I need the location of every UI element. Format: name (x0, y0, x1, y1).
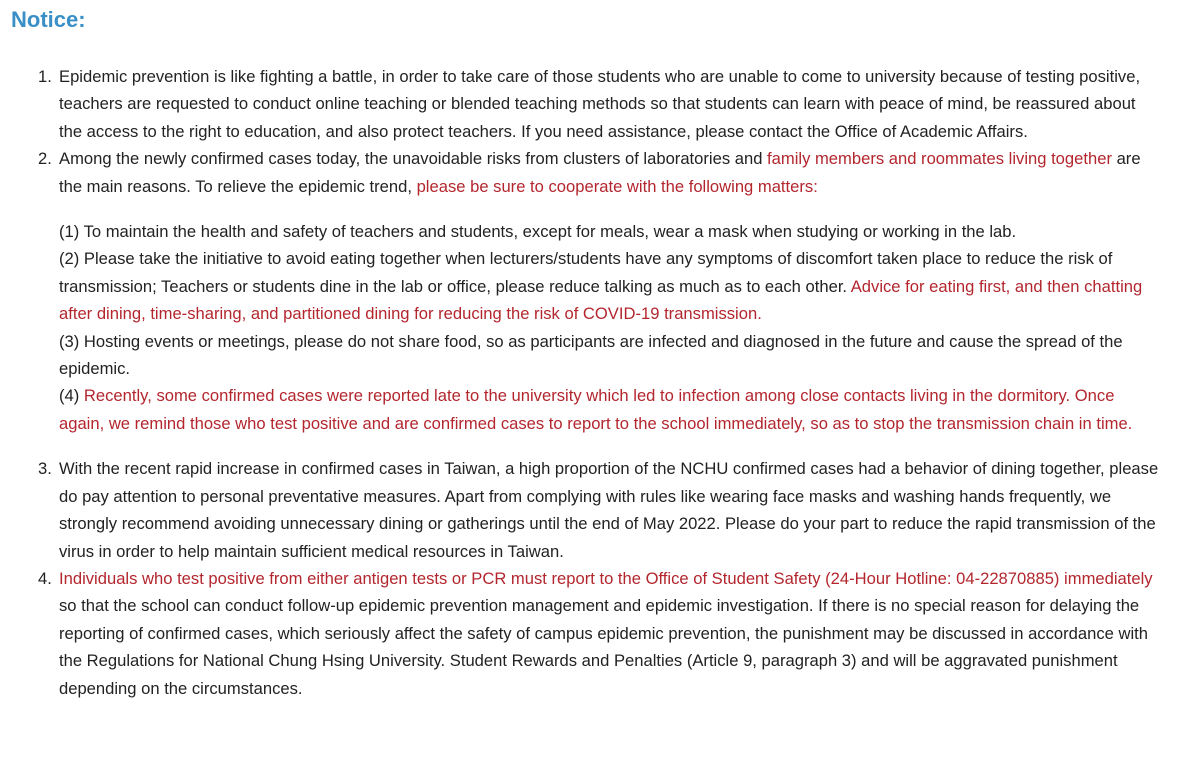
highlight-segment: family members and roommates living together (767, 149, 1112, 169)
text-segment: With the recent rapid increase in confirmed cases in Taiwan, a high proportion of the NCHU confirmed cases had a behavior of dining together, please do pay attention to personal preventative measures. Apart from complying with rules like wearing face masks and washing hands frequently, we strongly recommend avoiding unnecessary dining or gatherings until the end of May 2022. Please do your part to reduce the rapid transmission of the virus in order to help maintain sufficient medical resources in Taiwan. (59, 459, 1159, 561)
item-text (59, 459, 1158, 560)
item-text (59, 149, 1141, 195)
text-segment: (2) Please take the initiative to avoid eating together when lecturers/students have any symptoms of discomfort taken place to reduce the risk of transmission; Teachers or students dine in the lab or office, please reduce talking as much as to each other. (59, 249, 1113, 296)
item-number: 4. (38, 568, 52, 588)
item-number: 3. (38, 459, 52, 479)
sub-item-list (59, 218, 1162, 437)
notice-item-1 (0, 63, 1162, 145)
sub-item-4 (59, 382, 1162, 437)
sub-item-1 (59, 218, 1162, 245)
notice-item-2 (0, 145, 1162, 437)
notice-list (0, 63, 1162, 702)
text-segment: (3) Hosting events or meetings, please do not share food, so as participants are infected and diagnosed in the future and cause the spread of the epidemic. (59, 331, 1123, 379)
text-segment: Among the newly confirmed cases today, the unavoidable risks from clusters of laboratories and (59, 149, 768, 169)
item-number: 1. (38, 67, 52, 86)
text-segment: (1) To maintain the health and safety of teachers and students, except for meals, wear a mask when studying or working in the lab. (59, 222, 1017, 242)
sub-item-2 (59, 245, 1162, 327)
highlight-segment: Recently, some confirmed cases were reported late to the university which led to infection among close contacts living in the dormitory. Once again, we remind those who test positive and are confirmed cases to report to the school immediately, so as to stop the transmission chain in time. (59, 386, 1133, 433)
text-segment: Epidemic prevention is like fighting a battle, in order to take care of those students who are unable to come to university because of testing positive, teachers are requested to conduct online teaching or blended teaching methods so that students can learn with peace of mind, be reassured about the access to the right to education, and also protect teachers. If you need assistance, please contact the Office of Academic Affairs. (59, 67, 1141, 141)
item-text (59, 569, 1153, 698)
text-segment: are the main reasons. To relieve the epidemic trend, (59, 149, 1141, 196)
highlight-segment: Individuals who test positive from either antigen tests or PCR must report to the Office of Student Safety (24-Hour Hotline: 04-22870885) immediately (59, 568, 1153, 588)
page-heading: Notice: (11, 7, 86, 32)
text-segment: (4) (59, 386, 84, 406)
notice-item-4 (0, 565, 1162, 702)
highlight-segment: Advice for eating first, and then chatting after dining, time-sharing, and partitioned dining for reducing the risk of COVID-19 transmission. (59, 276, 1143, 324)
highlight-segment: please be sure to cooperate with the following matters: (416, 176, 818, 196)
text-segment: so that the school can conduct follow-up epidemic prevention management and epidemic investigation. If there is no special reason for delaying the reporting of confirmed cases, which seriously affect the safety of campus epidemic prevention, the punishment may be discussed in accordance with the Regulations for National Chung Hsing University. Student Rewards and Penalties (Article 9, paragraph 3) and will be aggravated punishment depending on the circumstances. (59, 596, 1148, 698)
notice-item-3 (0, 455, 1162, 565)
item-text (59, 67, 1140, 141)
item-number: 2. (38, 149, 52, 169)
sub-item-3 (59, 328, 1162, 383)
